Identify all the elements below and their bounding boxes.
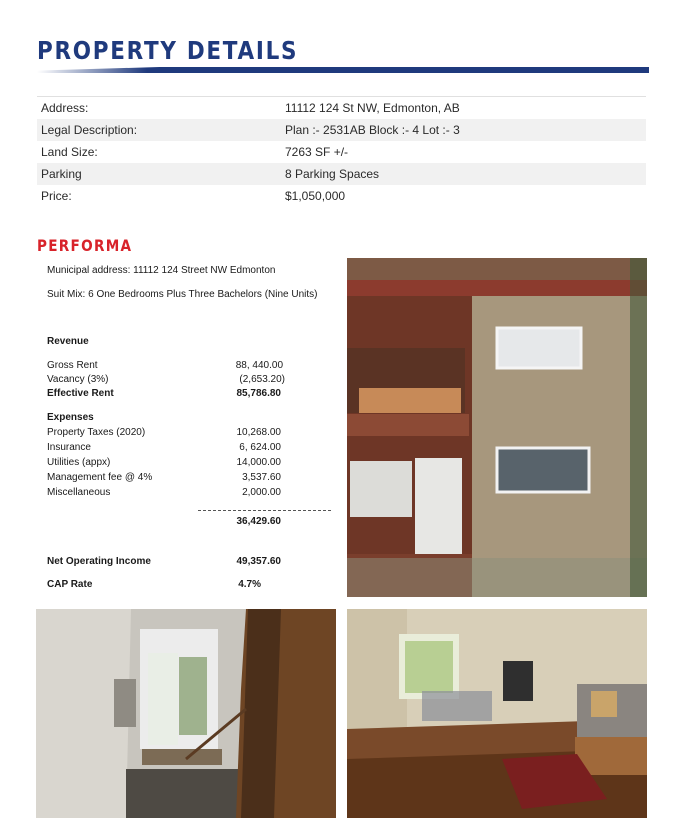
noi-value: 49,357.60 (236, 556, 281, 567)
details-row-land-size (37, 141, 646, 163)
details-label: Legal Description: (37, 119, 281, 141)
expense-value-utilities: 14,000.00 (236, 457, 281, 468)
revenue-label-gross-rent: Gross Rent (47, 360, 98, 371)
details-label: Parking (37, 163, 281, 185)
expenses-heading: Expenses (47, 412, 94, 423)
revenue-value-vacancy: (2,653.20) (239, 374, 285, 385)
details-label: Price: (41, 188, 72, 203)
expenses-total: 36,429.60 (236, 516, 281, 527)
noi-label: Net Operating Income (47, 556, 151, 567)
expense-label-management: Management fee @ 4% (47, 472, 153, 483)
details-value: 8 Parking Spaces (281, 163, 646, 185)
page-title: PROPERTY DETAILS (37, 36, 299, 65)
revenue-label-vacancy: Vacancy (3%) (47, 374, 109, 385)
expense-value-management: 3,537.60 (242, 472, 281, 483)
cap-rate-label: CAP Rate (47, 579, 93, 590)
suit-mix: Suit Mix: 6 One Bedrooms Plus Three Bachelors (Nine Units) (47, 289, 318, 300)
details-label: Address: (37, 97, 281, 119)
details-value: $1,050,000 (285, 188, 346, 203)
performa-heading: PERFORMA (37, 236, 133, 255)
details-value: 7263 SF +/- (285, 144, 349, 159)
revenue-value-effective-rent: 85,786.80 (236, 388, 281, 399)
stairwell-photo (36, 609, 336, 818)
details-row-legal (37, 119, 646, 141)
expense-label-misc: Miscellaneous (47, 487, 111, 498)
expense-value-insurance: 6, 624.00 (239, 442, 281, 453)
revenue-heading: Revenue (47, 336, 89, 347)
details-row-parking (37, 163, 646, 185)
revenue-label-effective-rent: Effective Rent (47, 388, 114, 399)
expense-label-insurance: Insurance (47, 442, 91, 453)
revenue-value-gross-rent: 88, 440.00 (235, 360, 283, 371)
details-value: Plan :- 2531AB Block :- 4 Lot :- 3 (281, 119, 646, 141)
cap-rate-value: 4.7% (238, 579, 261, 590)
expense-value-taxes: 10,268.00 (236, 427, 281, 438)
exterior-photo (347, 258, 647, 597)
municipal-address: Municipal address: 11112 124 Street NW Edmonton (47, 265, 276, 276)
property-details-table (37, 96, 646, 207)
expense-label-taxes: Property Taxes (2020) (47, 427, 146, 438)
expense-value-misc: 2,000.00 (242, 487, 281, 498)
living-room-photo (347, 609, 647, 818)
total-divider (198, 510, 331, 511)
details-value: 11112 124 St NW, Edmonton, AB (281, 97, 646, 119)
details-label: Land Size: (41, 144, 98, 159)
details-row-address (37, 97, 646, 119)
expense-label-utilities: Utilities (appx) (47, 457, 111, 468)
title-underline (37, 67, 649, 73)
details-row-price (37, 185, 646, 207)
